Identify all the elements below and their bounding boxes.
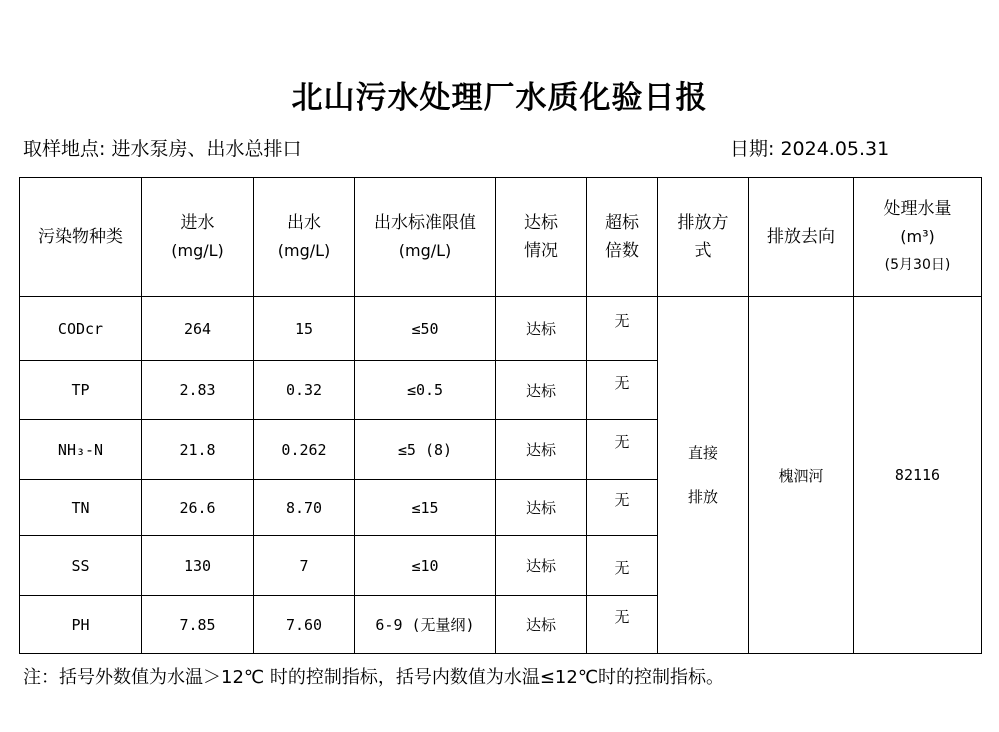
header-row <box>20 178 982 297</box>
limit-value: ≤5 (8) <box>355 420 496 480</box>
discharge-method <box>658 297 749 654</box>
exceed-multiple <box>587 596 658 654</box>
compliance-status: 达标 <box>496 420 587 480</box>
header-exceed <box>587 178 658 297</box>
influent-value: 2.83 <box>142 361 254 420</box>
discharge-method-line2: 排放 <box>687 488 718 506</box>
discharge-destination: 槐泗河 <box>749 297 854 654</box>
limit-value: ≤0.5 <box>355 361 496 420</box>
exceed-multiple-text: 无 <box>614 608 630 626</box>
header-influent-label: 进水 <box>180 213 215 233</box>
effluent-value: 8.70 <box>254 480 355 536</box>
effluent-value: 7 <box>254 536 355 596</box>
pollutant-name: CODcr <box>20 297 142 361</box>
limit-value: ≤10 <box>355 536 496 596</box>
report-title: 北山污水处理厂水质化验日报 <box>291 80 708 116</box>
influent-value: 264 <box>142 297 254 361</box>
report-date: 日期: 2024.05.31 <box>730 138 890 160</box>
limit-value: ≤15 <box>355 480 496 536</box>
exceed-multiple-text: 无 <box>614 559 630 577</box>
header-influent <box>142 178 254 297</box>
exceed-multiple <box>587 480 658 536</box>
header-compliance <box>496 178 587 297</box>
compliance-status: 达标 <box>496 480 587 536</box>
pollutant-name: NH₃-N <box>20 420 142 480</box>
influent-value: 21.8 <box>142 420 254 480</box>
header-volume-date: (5月30日) <box>884 257 951 273</box>
header-limit-label: 出水标准限值 <box>374 213 476 233</box>
header-discharge-method <box>658 178 749 297</box>
effluent-value: 15 <box>254 297 355 361</box>
header-pollutant-type: 污染物种类 <box>20 178 142 297</box>
effluent-value: 0.262 <box>254 420 355 480</box>
header-discharge-method-line1: 排放方 <box>677 213 729 233</box>
effluent-value: 7.60 <box>254 596 355 654</box>
influent-value: 26.6 <box>142 480 254 536</box>
pollutant-name: TN <box>20 480 142 536</box>
pollutant-name: SS <box>20 536 142 596</box>
exceed-multiple-text: 无 <box>614 491 630 509</box>
header-exceed-line2: 倍数 <box>605 241 639 261</box>
footnote: 注：括号外数值为水温＞12℃ 时的控制指标，括号内数值为水温≤12℃时的控制指标。 <box>23 667 725 688</box>
header-discharge-method-line2: 式 <box>694 241 712 261</box>
exceed-multiple <box>587 420 658 480</box>
header-compliance-line2: 情况 <box>524 241 558 261</box>
compliance-status: 达标 <box>496 361 587 420</box>
pollutant-name: TP <box>20 361 142 420</box>
limit-value: ≤50 <box>355 297 496 361</box>
header-compliance-line1: 达标 <box>524 213 558 233</box>
header-limit <box>355 178 496 297</box>
header-volume-unit: (m³) <box>900 227 935 246</box>
water-quality-table <box>19 177 982 654</box>
table-row <box>20 297 982 361</box>
header-treated-volume <box>854 178 982 297</box>
compliance-status: 达标 <box>496 297 587 361</box>
header-limit-unit: (mg/L) <box>398 241 452 260</box>
header-effluent-label: 出水 <box>287 213 321 233</box>
header-influent-unit: (mg/L) <box>171 241 224 260</box>
exceed-multiple-text: 无 <box>614 433 630 451</box>
discharge-method-line1: 直接 <box>687 444 718 462</box>
exceed-multiple <box>587 361 658 420</box>
influent-value: 130 <box>142 536 254 596</box>
header-volume-label: 处理水量 <box>883 199 952 219</box>
header-effluent <box>254 178 355 297</box>
effluent-value: 0.32 <box>254 361 355 420</box>
compliance-status: 达标 <box>496 536 587 596</box>
exceed-multiple-text: 无 <box>614 373 630 392</box>
compliance-status: 达标 <box>496 596 587 654</box>
header-effluent-unit: (mg/L) <box>277 241 331 260</box>
treated-volume: 82116 <box>854 297 982 654</box>
sampling-location: 取样地点: 进水泵房、出水总排口 <box>23 138 302 160</box>
exceed-multiple <box>587 297 658 361</box>
header-discharge-destination: 排放去向 <box>749 178 854 297</box>
pollutant-name: PH <box>20 596 142 654</box>
exceed-multiple-text: 无 <box>614 312 630 330</box>
header-exceed-line1: 超标 <box>605 213 639 233</box>
limit-value: 6-9 (无量纲) <box>355 596 496 654</box>
exceed-multiple <box>587 536 658 596</box>
influent-value: 7.85 <box>142 596 254 654</box>
